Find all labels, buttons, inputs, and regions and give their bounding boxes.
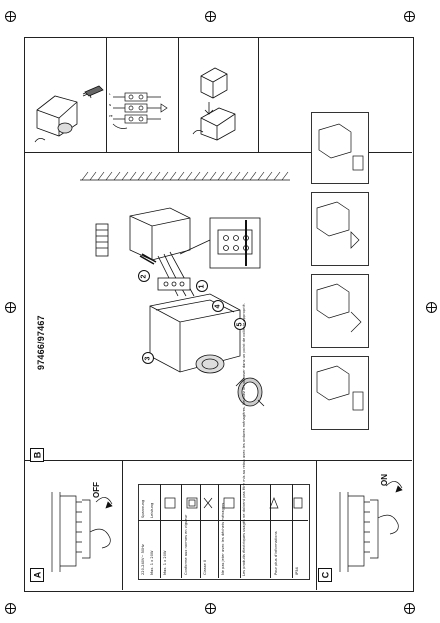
callout-label: 1 xyxy=(198,284,206,288)
switch-on-label: ON xyxy=(380,474,389,486)
main-assembly-diagram xyxy=(60,160,310,450)
callout-label: 2 xyxy=(140,274,148,278)
top-panel-2-wiring-illustration xyxy=(107,38,177,152)
switch-on-illustration xyxy=(330,462,410,588)
switch-off-illustration xyxy=(42,462,120,588)
callout-label: 5 xyxy=(236,322,244,326)
svg-text:PE: PE xyxy=(109,114,113,118)
spec-icons xyxy=(160,486,308,520)
registration-mark-icon xyxy=(5,603,16,614)
section-label-b xyxy=(30,448,44,462)
model-number: 97466/97467 xyxy=(36,315,46,370)
callout-1 xyxy=(196,280,208,292)
registration-mark-icon xyxy=(404,11,415,22)
spec-row-label: Leistung xyxy=(150,502,154,518)
spec-row-value: Conforme aux normes en vigueur xyxy=(184,514,188,575)
spec-row-value: Les produits électriques usagés ne doivent pas être mis au rebut avec les ordures ménagères. Veuillez les déposer dans un point de collecte approprié. xyxy=(242,303,246,576)
callout-4 xyxy=(212,300,224,312)
weee-text-block xyxy=(242,303,268,576)
registration-mark-icon xyxy=(205,603,216,614)
section-letter: B xyxy=(32,451,42,459)
registration-mark-icon xyxy=(5,302,16,313)
callout-3 xyxy=(142,352,154,364)
callout-label: 4 xyxy=(214,304,222,308)
divider xyxy=(122,460,123,590)
callout-label: 3 xyxy=(144,356,152,360)
top-panel-3-illustration xyxy=(179,38,257,152)
callout-2 xyxy=(138,270,150,282)
spec-row-label: Spannung xyxy=(141,499,145,518)
section-letter: A xyxy=(32,571,42,579)
switch-off-label: OFF xyxy=(92,482,101,498)
top-panel-1-illustration xyxy=(25,38,105,152)
registration-mark-icon xyxy=(404,603,415,614)
spec-row-value: Pour plus d'informations xyxy=(274,531,278,575)
divider xyxy=(316,460,317,590)
svg-text:L: L xyxy=(109,92,111,96)
spec-row-value: Ne pas jeter avec les déchets ménagers xyxy=(221,502,225,575)
svg-text:N: N xyxy=(109,103,112,107)
spec-row-value: 220-240V~ 50Hz xyxy=(141,544,145,575)
spec-row-value: IP54 xyxy=(295,567,299,575)
registration-mark-icon xyxy=(5,11,16,22)
divider xyxy=(24,460,412,461)
spec-row-value: Max. 1 x 20W xyxy=(163,550,167,575)
registration-mark-icon xyxy=(426,302,437,313)
spec-row-value: Classe II xyxy=(203,560,207,575)
registration-mark-icon xyxy=(205,11,216,22)
section-letter: C xyxy=(320,571,330,579)
step-illustrations-drawing xyxy=(311,112,367,428)
spec-row-value: Max. 1 x 20W xyxy=(150,550,154,575)
